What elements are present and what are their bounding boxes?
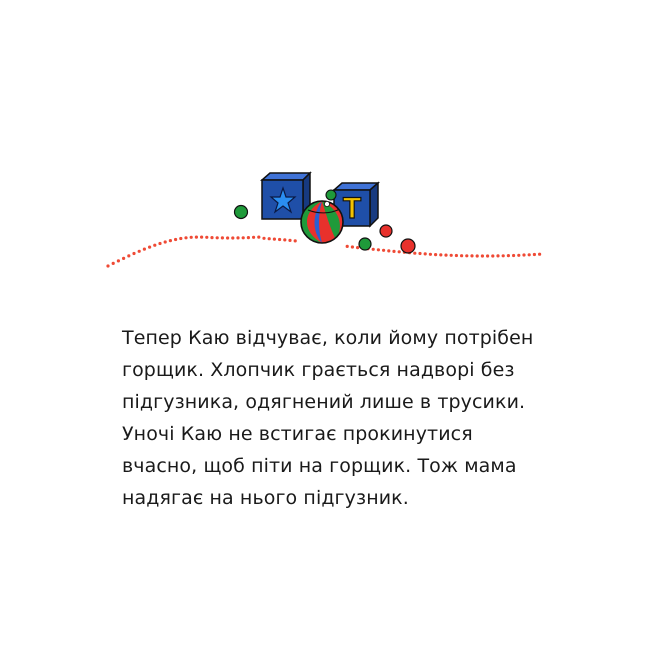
story-text <box>122 322 552 514</box>
divider-dot <box>512 254 515 257</box>
story-line: Уночі Каю не встигає прокинутися <box>122 423 473 445</box>
divider-dot <box>476 254 479 257</box>
small-ball-icon <box>359 238 371 250</box>
story-line: вчасно, щоб піти на горщик. Тож мама <box>122 455 517 477</box>
divider-dot <box>486 254 489 257</box>
divider-dot <box>262 237 265 240</box>
divider-dot <box>294 239 297 242</box>
divider-dot <box>216 236 219 239</box>
divider-dot <box>382 249 385 252</box>
divider-dot <box>491 254 494 257</box>
divider-dot <box>460 254 463 257</box>
divider-dot <box>429 253 432 256</box>
divider-dot <box>112 262 115 265</box>
small-ball-icon <box>380 225 392 237</box>
divider-dot <box>164 240 167 243</box>
divider-dot <box>117 259 120 262</box>
divider-dot <box>538 253 541 256</box>
divider-dot <box>465 254 468 257</box>
divider-dot <box>398 250 401 253</box>
divider-dot <box>522 253 525 256</box>
divider-dot <box>143 248 146 251</box>
divider-dot <box>502 254 505 257</box>
story-line: горщик. Хлопчик грається надворі без <box>122 359 515 381</box>
divider-dot <box>424 252 427 255</box>
small-ball-icon <box>235 206 248 219</box>
divider-dot <box>247 236 250 239</box>
divider-dot <box>106 264 109 267</box>
divider-dot <box>127 254 130 257</box>
small-ball-icon <box>326 190 336 200</box>
divider-dot <box>148 246 151 249</box>
divider-dot <box>138 250 141 253</box>
divider-dot <box>169 239 172 242</box>
divider-dot <box>507 254 510 257</box>
divider-dot <box>184 236 187 239</box>
divider-dot <box>210 236 213 239</box>
divider-dot <box>377 248 380 251</box>
divider-dot <box>174 238 177 241</box>
divider-dot <box>273 238 276 241</box>
divider-dot <box>179 237 182 240</box>
divider-dot <box>455 254 458 257</box>
divider-dot <box>283 238 286 241</box>
divider-dot <box>200 236 203 239</box>
divider-dot <box>351 245 354 248</box>
story-line: Тепер Каю відчуває, коли йому потрібен <box>122 327 534 349</box>
divider-dot <box>528 253 531 256</box>
divider-dot <box>444 254 447 257</box>
divider-dot <box>190 236 193 239</box>
divider-dot <box>496 254 499 257</box>
toys-illustration <box>0 0 650 320</box>
story-line: надягає на нього підгузник. <box>122 487 409 509</box>
divider-dot <box>413 252 416 255</box>
divider-dot <box>288 239 291 242</box>
divider-dot <box>450 254 453 257</box>
divider-dot <box>481 254 484 257</box>
divider-dot <box>434 253 437 256</box>
divider-dot <box>158 242 161 245</box>
divider-dot <box>517 254 520 257</box>
divider-dot <box>252 236 255 239</box>
beach-ball-icon <box>300 200 344 244</box>
divider-dot <box>122 257 125 260</box>
divider-dot <box>356 246 359 249</box>
divider-dot <box>221 236 224 239</box>
divider-dot <box>346 245 349 248</box>
divider-dot <box>278 238 281 241</box>
divider-dot <box>470 254 473 257</box>
small-ball-icon <box>401 239 415 253</box>
story-line: підгузника, одягнений лише в трусики. <box>122 391 526 413</box>
divider-dot <box>195 236 198 239</box>
divider-dot <box>153 244 156 247</box>
divider-dot <box>533 253 536 256</box>
divider-dot <box>392 250 395 253</box>
divider-dot <box>439 253 442 256</box>
divider-dot <box>268 237 271 240</box>
divider-dot <box>242 236 245 239</box>
divider-dot <box>226 236 229 239</box>
block-letter: Т <box>342 192 362 225</box>
divider-dot <box>372 248 375 251</box>
divider-dot <box>205 236 208 239</box>
divider-dot <box>387 249 390 252</box>
divider-dot <box>132 252 135 255</box>
divider-dot <box>236 236 239 239</box>
divider-dot <box>418 252 421 255</box>
divider-dot <box>257 236 260 239</box>
divider-dot <box>231 236 234 239</box>
